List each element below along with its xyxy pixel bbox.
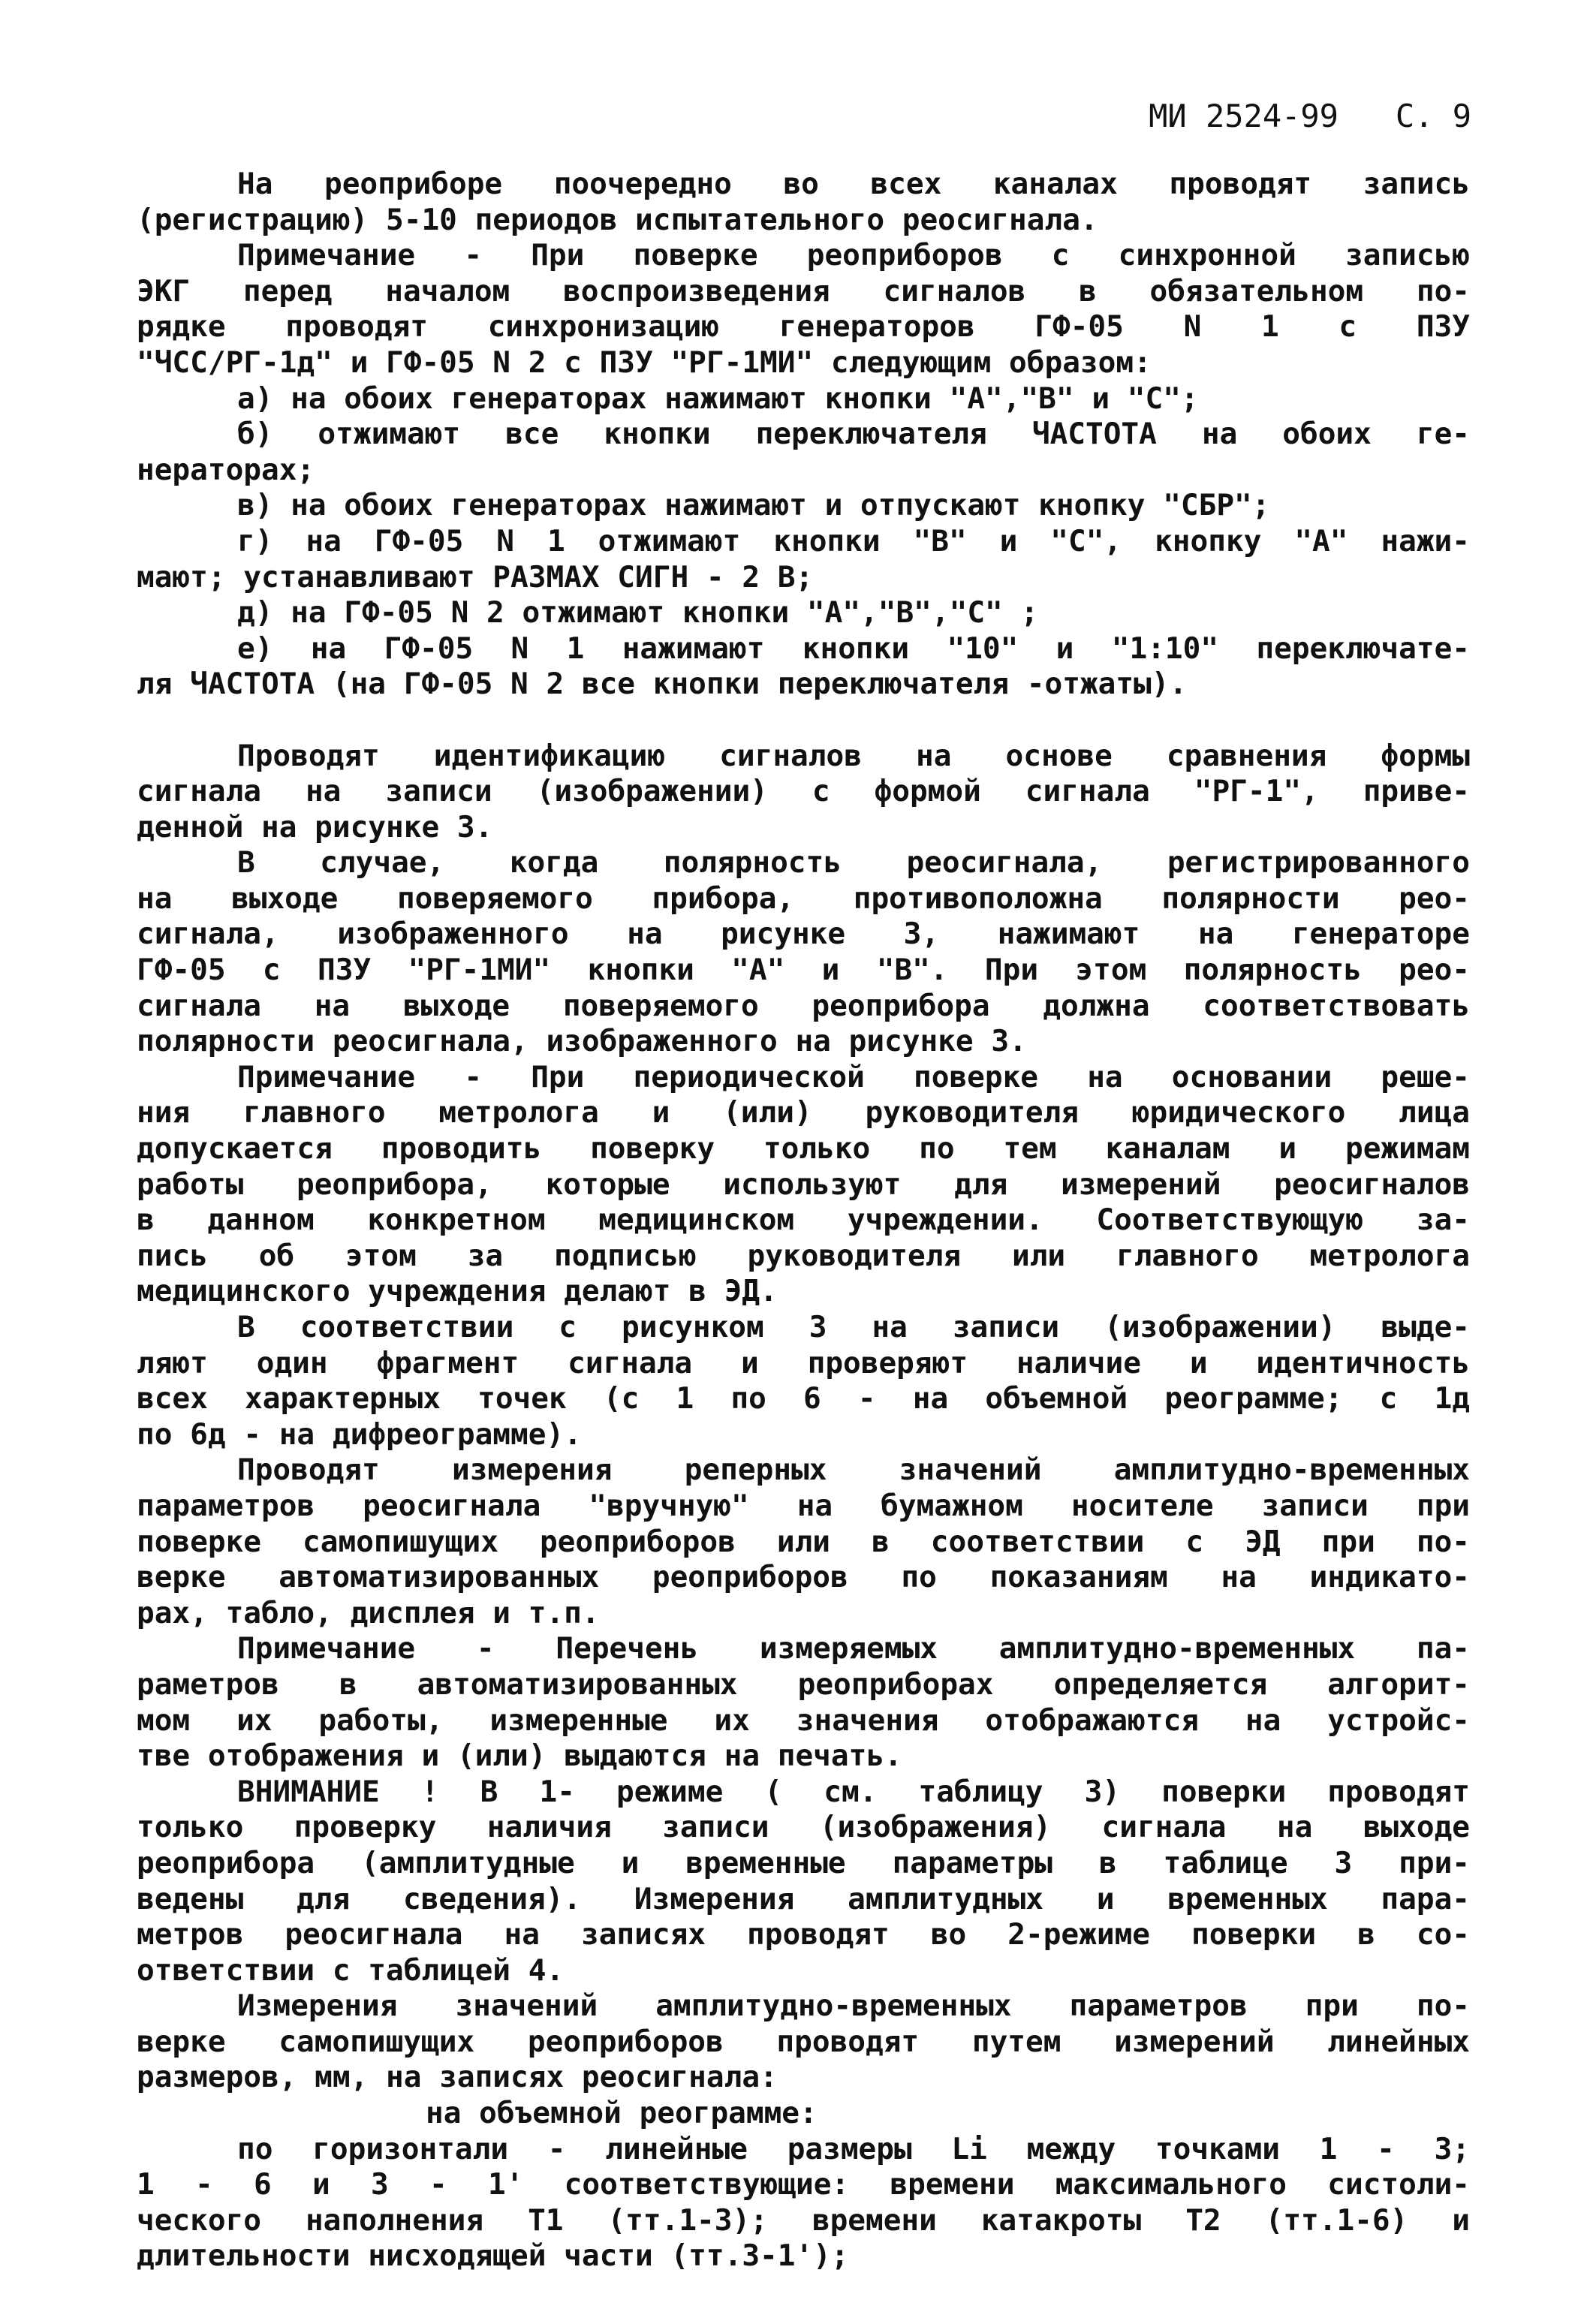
text-line: 1 - 6 и 3 - 1' соответствующие: времени максимального систоли- <box>137 2167 1470 2202</box>
blank-line <box>137 703 1470 739</box>
text-line: а) на обоих генераторах нажимают кнопки "А","В" и "С"; <box>237 381 1199 416</box>
text-line: д) на ГФ-05 N 2 отжимают кнопки "А","В","С" ; <box>237 595 1039 631</box>
body-text <box>137 167 1470 2274</box>
text-line: размеров, мм, на записях реосигнала: <box>137 2060 778 2095</box>
text-line: ния главного метролога и (или) руководителя юридического лица <box>137 1095 1470 1130</box>
text-line: тве отображения и (или) выдаются на печать. <box>137 1739 902 1774</box>
text-line: Проводят измерения реперных значений амплитудно-временных <box>237 1453 1470 1488</box>
text-line: по горизонтали - линейные размеры Li между точками 1 - 3; <box>237 2131 1470 2166</box>
text-line: мают; устанавливают РАЗМАХ СИГН - 2 В; <box>137 559 814 595</box>
text-line: ответствии с таблицей 4. <box>137 1952 565 1988</box>
page-header <box>1126 98 1471 135</box>
text-line: только проверку наличия записи (изображения) сигнала на выходе <box>137 1810 1470 1845</box>
text-line: е) на ГФ-05 N 1 нажимают кнопки "10" и "1:10" переключате- <box>237 631 1470 666</box>
text-line: рах, табло, дисплея и т.п. <box>137 1595 600 1630</box>
text-line: параметров реосигнала "вручную" на бумажном носителе записи при <box>137 1488 1470 1523</box>
text-line: работы реоприбора, которые используют для измерений реосигналов <box>137 1167 1470 1202</box>
text-line: ля ЧАСТОТА (на ГФ-05 N 2 все кнопки переключателя -отжаты). <box>137 667 1188 702</box>
text-line: сигнала на выходе поверяемого реоприбора должна соответствовать <box>137 988 1470 1023</box>
text-line: Примечание - При периодической поверке на основании реше- <box>237 1059 1470 1094</box>
text-line: б) отжимают все кнопки переключателя ЧАСТОТА на обоих ге- <box>237 417 1470 452</box>
text-line: в данном конкретном медицинском учреждении. Соответствующую за- <box>137 1203 1470 1238</box>
page-number: С. 9 <box>1395 98 1471 134</box>
text-line: по 6д - на дифреограмме). <box>137 1416 582 1452</box>
text-line: На реоприборе поочередно во всех каналах проводят запись <box>237 167 1470 201</box>
text-line: Измерения значений амплитудно-временных параметров при по- <box>237 1988 1470 2024</box>
text-line: полярности реосигнала, изображенного на рисунке 3. <box>137 1024 1027 1059</box>
text-line: ческого наполнения Т1 (тт.1-3); времени катакроты Т2 (тт.1-6) и <box>137 2202 1470 2238</box>
text-line: реоприбора (амплитудные и временные параметры в таблице 3 при- <box>137 1845 1470 1880</box>
text-line: медицинского учреждения делают в ЭД. <box>137 1274 778 1309</box>
text-line: сигнала, изображенного на рисунке 3, нажимают на генераторе <box>137 917 1470 952</box>
text-line: на выходе поверяемого прибора, противоположна полярности рео- <box>137 881 1470 916</box>
text-line: метров реосигнала на записях проводят во 2-режиме поверки в со- <box>137 1917 1470 1952</box>
text-line: всех характерных точек (с 1 по 6 - на объемной реограмме; с 1д <box>137 1381 1470 1416</box>
text-line: нераторах; <box>137 452 315 487</box>
document-code: МИ 2524-99 <box>1149 98 1339 134</box>
text-line: ЭКГ перед началом воспроизведения сигналов в обязательном по- <box>137 273 1470 309</box>
text-line: сигнала на записи (изображении) с формой сигнала "РГ-1", приве- <box>137 774 1470 809</box>
text-line: на объемной реограмме: <box>426 2096 818 2131</box>
text-line: В соответствии с рисунком 3 на записи (изображении) выде- <box>237 1310 1470 1344</box>
text-line: (регистрацию) 5-10 периодов испытательного реосигнала. <box>137 202 1098 237</box>
text-line: ляют один фрагмент сигнала и проверяют наличие и идентичность <box>137 1345 1470 1380</box>
text-line: В случае, когда полярность реосигнала, регистрированного <box>237 845 1470 881</box>
text-line: ВНИМАНИЕ ! В 1- режиме ( см. таблицу 3) поверки проводят <box>237 1774 1470 1809</box>
text-line: денной на рисунке 3. <box>137 809 493 844</box>
text-line: ГФ-05 с ПЗУ "РГ-1МИ" кнопки "А" и "В". При этом полярность рео- <box>137 953 1470 988</box>
text-line: верке автоматизированных реоприборов по показаниям на индикато- <box>137 1560 1470 1595</box>
text-line: г) на ГФ-05 N 1 отжимают кнопки "В" и "С", кнопку "А" нажи- <box>237 523 1470 558</box>
text-line: раметров в автоматизированных реоприборах определяется алгорит- <box>137 1666 1470 1702</box>
text-line: рядке проводят синхронизацию генераторов ГФ-05 N 1 с ПЗУ <box>137 309 1470 345</box>
text-line: допускается проводить поверку только по тем каналам и режимам <box>137 1131 1470 1167</box>
text-line: "ЧСС/РГ-1д" и ГФ-05 N 2 с ПЗУ "РГ-1МИ" следующим образом: <box>137 345 1152 380</box>
text-line: мом их работы, измеренные их значения отображаются на устройс- <box>137 1702 1470 1738</box>
text-line: в) на обоих генераторах нажимают и отпускают кнопку "СБР"; <box>237 488 1270 523</box>
text-line: Проводят идентификацию сигналов на основе сравнения формы <box>237 738 1470 773</box>
text-line: пись об этом за подписью руководителя или главного метролога <box>137 1238 1470 1273</box>
text-line: поверке самопишущих реоприборов или в соответствии с ЭД при по- <box>137 1524 1470 1559</box>
text-line: ведены для сведения). Измерения амплитудных и временных пара- <box>137 1881 1470 1916</box>
text-line: длительности нисходящей части (тт.3-1'); <box>137 2238 849 2274</box>
text-line: верке самопишущих реоприборов проводят путем измерений линейных <box>137 2024 1470 2059</box>
text-line: Примечание - Перечень измеряемых амплитудно-временных па- <box>237 1631 1470 1666</box>
text-line: Примечание - При поверке реоприборов с синхронной записью <box>237 238 1470 273</box>
